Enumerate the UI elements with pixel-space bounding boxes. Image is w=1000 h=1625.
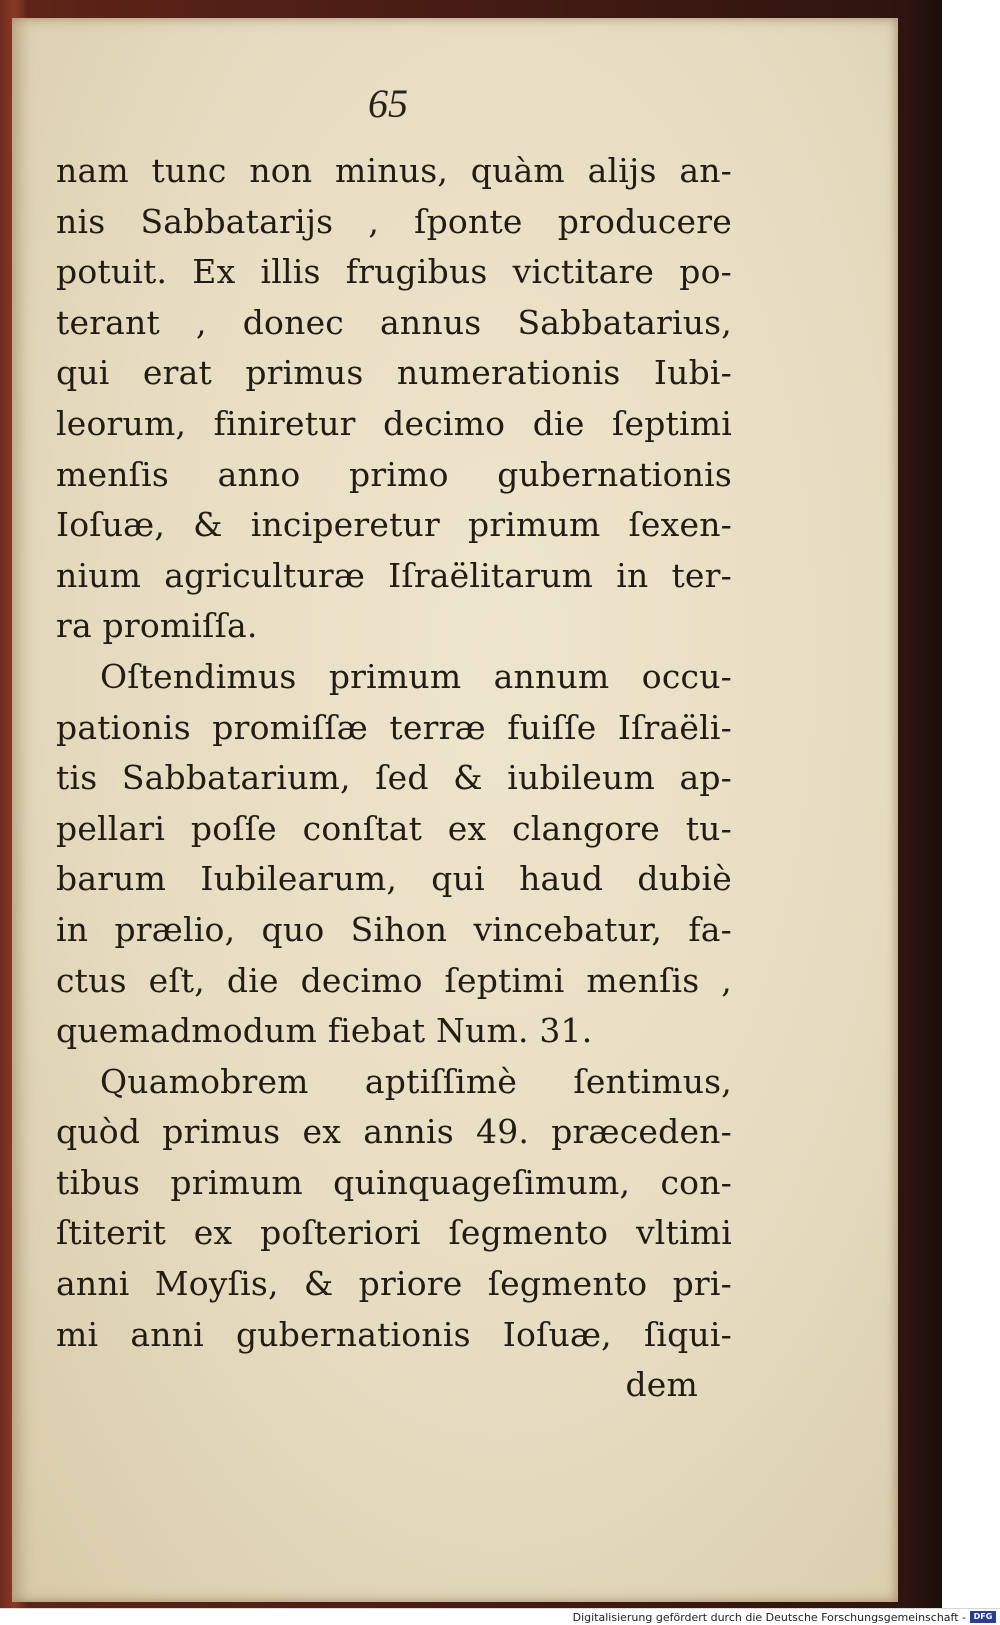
text-line: nam tunc non minus, quàm alijs an- <box>56 151 732 190</box>
text-line: nium agriculturæ Iſraëlitarum in ter- <box>56 555 732 595</box>
digitization-footer <box>0 1608 1000 1625</box>
text-line: Oſtendimus primum annum occu- <box>100 656 732 696</box>
text-line: quòd primus ex annis 49. præceden- <box>56 1112 732 1152</box>
text-line: terant , donec annus Sabbatarius, <box>56 302 732 342</box>
text-line: tibus primum quinquageſimum, con- <box>56 1162 732 1202</box>
text-line: tis Sabbatarium, ſed & iubileum ap- <box>56 758 732 798</box>
paper-page <box>12 18 898 1602</box>
catchword: dem <box>625 1365 698 1405</box>
text-line: ra promiſſa. <box>56 606 258 646</box>
text-line: potuit. Ex illis frugibus victitare po- <box>56 252 732 292</box>
text-line: menſis anno primo gubernationis <box>56 454 732 494</box>
text-line: qui erat primus numerationis Iubi- <box>56 353 732 393</box>
text-line: barum Iubilearum, qui haud dubiè <box>56 859 732 899</box>
text-line: quemadmodum fiebat Num. 31. <box>56 1011 593 1051</box>
text-line: ſtiterit ex poſteriori ſegmento vltimi <box>56 1213 732 1253</box>
dfg-logo: DFG <box>970 1611 996 1623</box>
text-line: Quamobrem aptiſſimè ſentimus, <box>100 1061 732 1101</box>
page-number: 65 <box>368 81 408 126</box>
text-line: mi anni gubernationis Ioſuæ, ſiqui- <box>56 1314 732 1354</box>
text-line: pellari poſſe conſtat ex clangore tu- <box>56 808 732 848</box>
text-line: leorum, finiretur decimo die ſeptimi <box>56 403 732 443</box>
text-line: anni Moyſis, & priore ſegmento pri- <box>56 1264 732 1304</box>
text-line: in prælio, quo Sihon vincebatur, fa- <box>56 909 732 949</box>
funding-credit: Digitalisierung gefördert durch die Deutsche Forschungsgemeinschaft - <box>572 1611 966 1624</box>
text-line: nis Sabbatarijs , ſponte producere <box>56 201 732 241</box>
body-text <box>56 146 732 1411</box>
text-line: pationis promiſſæ terræ fuiſſe Iſraëli- <box>56 707 732 747</box>
text-line: ctus eſt, die decimo ſeptimi menſis , <box>56 960 732 1000</box>
text-line: Ioſuæ, & inciperetur primum ſexen- <box>56 505 732 545</box>
